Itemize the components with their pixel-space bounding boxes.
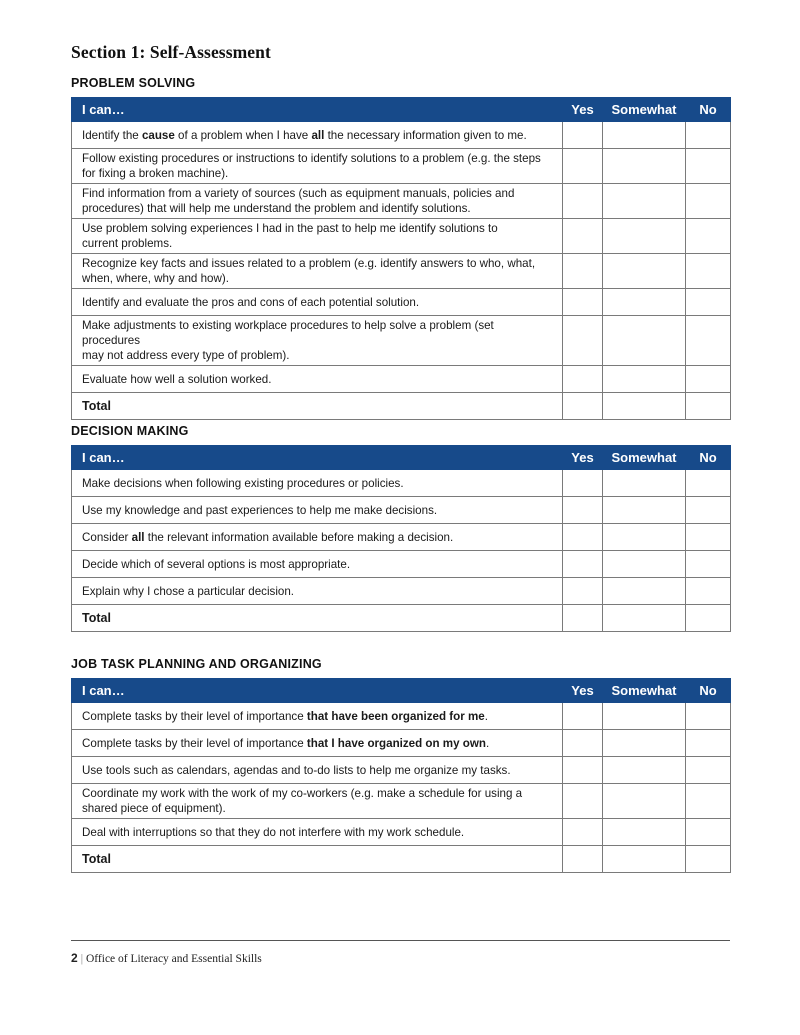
row-text-line: current problems. xyxy=(82,237,173,250)
somewhat-checkbox-cell[interactable] xyxy=(603,470,686,497)
row-text-line: procedures) that will help me understand the problem and identify solutions. xyxy=(82,202,471,215)
somewhat-checkbox-cell[interactable] xyxy=(603,289,686,316)
header-somewhat: Somewhat xyxy=(603,98,686,122)
no-checkbox-cell[interactable] xyxy=(686,470,731,497)
total-label: Total xyxy=(72,846,563,873)
row-text-part: Consider xyxy=(82,530,132,544)
no-checkbox-cell[interactable] xyxy=(686,366,731,393)
page-number: 2 xyxy=(71,951,78,965)
problem-solving-section xyxy=(71,76,730,420)
row-text xyxy=(72,122,563,149)
footer-divider xyxy=(71,940,730,941)
table-row xyxy=(72,316,731,366)
yes-checkbox-cell[interactable] xyxy=(563,184,603,219)
no-checkbox-cell[interactable] xyxy=(686,551,731,578)
row-text: Decide which of several options is most appropriate. xyxy=(72,551,563,578)
table-row xyxy=(72,289,731,316)
somewhat-checkbox-cell[interactable] xyxy=(603,757,686,784)
header-yes: Yes xyxy=(563,679,603,703)
no-checkbox-cell[interactable] xyxy=(686,122,731,149)
somewhat-checkbox-cell[interactable] xyxy=(603,524,686,551)
no-checkbox-cell[interactable] xyxy=(686,784,731,819)
row-text: Use my knowledge and past experiences to help me make decisions. xyxy=(72,497,563,524)
table-row xyxy=(72,578,731,605)
yes-checkbox-cell[interactable] xyxy=(563,470,603,497)
yes-checkbox-cell[interactable] xyxy=(563,730,603,757)
header-no: No xyxy=(686,98,731,122)
yes-checkbox-cell[interactable] xyxy=(563,289,603,316)
no-total-cell[interactable] xyxy=(686,605,731,632)
row-text xyxy=(72,184,563,219)
table-row xyxy=(72,184,731,219)
job-task-planning-section xyxy=(71,657,730,873)
row-text-line: Use problem solving experiences I had in the past to help me identify solutions to xyxy=(82,222,498,235)
footer-organization: Office of Literacy and Essential Skills xyxy=(86,953,262,965)
table-row xyxy=(72,819,731,846)
yes-checkbox-cell[interactable] xyxy=(563,757,603,784)
yes-checkbox-cell[interactable] xyxy=(563,122,603,149)
no-checkbox-cell[interactable] xyxy=(686,254,731,289)
no-checkbox-cell[interactable] xyxy=(686,578,731,605)
job-task-planning-table xyxy=(71,678,731,873)
row-text-line: for fixing a broken machine). xyxy=(82,167,229,180)
row-text-part: the necessary information given to me. xyxy=(324,128,527,142)
header-no: No xyxy=(686,679,731,703)
no-checkbox-cell[interactable] xyxy=(686,524,731,551)
header-yes: Yes xyxy=(563,446,603,470)
row-text xyxy=(72,703,563,730)
header-ican: I can… xyxy=(72,679,563,703)
row-text xyxy=(72,149,563,184)
row-text xyxy=(72,254,563,289)
row-text-bold: that have been organized for me xyxy=(306,709,485,723)
header-ican: I can… xyxy=(72,446,563,470)
yes-checkbox-cell[interactable] xyxy=(563,149,603,184)
table-row xyxy=(72,366,731,393)
no-checkbox-cell[interactable] xyxy=(686,819,731,846)
table-row xyxy=(72,497,731,524)
table-row xyxy=(72,524,731,551)
yes-checkbox-cell[interactable] xyxy=(563,316,603,366)
header-ican: I can… xyxy=(72,98,563,122)
no-checkbox-cell[interactable] xyxy=(686,703,731,730)
row-text-line: shared piece of equipment). xyxy=(82,802,226,815)
somewhat-checkbox-cell[interactable] xyxy=(603,122,686,149)
row-text: Use tools such as calendars, agendas and to-do lists to help me organize my tasks. xyxy=(72,757,563,784)
yes-checkbox-cell[interactable] xyxy=(563,819,603,846)
section-title: Section 1: Self-Assessment xyxy=(71,42,271,62)
row-text-part: of a problem when I have xyxy=(174,128,312,142)
table-row xyxy=(72,470,731,497)
row-text xyxy=(72,730,563,757)
somewhat-total-cell[interactable] xyxy=(603,846,686,873)
table-row xyxy=(72,757,731,784)
no-checkbox-cell[interactable] xyxy=(686,730,731,757)
row-text xyxy=(72,784,563,819)
table-row xyxy=(72,551,731,578)
row-text-line: Make adjustments to existing workplace procedures to help solve a problem (set procedures xyxy=(82,319,494,347)
yes-checkbox-cell[interactable] xyxy=(563,497,603,524)
somewhat-checkbox-cell[interactable] xyxy=(603,497,686,524)
yes-checkbox-cell[interactable] xyxy=(563,366,603,393)
total-label: Total xyxy=(72,393,563,420)
somewhat-checkbox-cell[interactable] xyxy=(603,219,686,254)
row-text: Identify and evaluate the pros and cons of each potential solution. xyxy=(72,289,563,316)
no-checkbox-cell[interactable] xyxy=(686,316,731,366)
somewhat-checkbox-cell[interactable] xyxy=(603,366,686,393)
row-text: Deal with interruptions so that they do not interfere with my work schedule. xyxy=(72,819,563,846)
row-text-line: Find information from a variety of sources (such as equipment manuals, policies and xyxy=(82,187,515,200)
row-text-part: the relevant information available before making a decision. xyxy=(144,530,454,544)
header-somewhat: Somewhat xyxy=(603,446,686,470)
row-text-part: . xyxy=(484,709,488,723)
yes-total-cell[interactable] xyxy=(563,605,603,632)
row-text-line: may not address every type of problem). xyxy=(82,349,290,362)
decision-making-section xyxy=(71,424,730,632)
table-row xyxy=(72,703,731,730)
header-somewhat: Somewhat xyxy=(603,679,686,703)
no-total-cell[interactable] xyxy=(686,846,731,873)
problem-solving-heading: PROBLEM SOLVING xyxy=(71,76,196,90)
row-text-bold: all xyxy=(131,530,145,544)
row-text xyxy=(72,524,563,551)
row-text-line: when, where, why and how). xyxy=(82,272,229,285)
decision-making-heading: DECISION MAKING xyxy=(71,424,189,438)
somewhat-checkbox-cell[interactable] xyxy=(603,730,686,757)
somewhat-checkbox-cell[interactable] xyxy=(603,149,686,184)
somewhat-checkbox-cell[interactable] xyxy=(603,784,686,819)
somewhat-checkbox-cell[interactable] xyxy=(603,316,686,366)
row-text-line: Recognize key facts and issues related to a problem (e.g. identify answers to who, what, xyxy=(82,257,536,270)
header-yes: Yes xyxy=(563,98,603,122)
somewhat-total-cell[interactable] xyxy=(603,605,686,632)
somewhat-checkbox-cell[interactable] xyxy=(603,703,686,730)
total-row xyxy=(72,605,731,632)
no-checkbox-cell[interactable] xyxy=(686,289,731,316)
somewhat-checkbox-cell[interactable] xyxy=(603,819,686,846)
somewhat-total-cell[interactable] xyxy=(603,393,686,420)
somewhat-checkbox-cell[interactable] xyxy=(603,578,686,605)
footer-separator: | xyxy=(80,953,83,965)
table-row xyxy=(72,730,731,757)
row-text-bold: cause xyxy=(141,128,175,142)
row-text-part: Complete tasks by their level of importance xyxy=(82,736,307,750)
somewhat-checkbox-cell[interactable] xyxy=(603,184,686,219)
row-text-line: Coordinate my work with the work of my co-workers (e.g. make a schedule for using a xyxy=(82,787,523,800)
no-checkbox-cell[interactable] xyxy=(686,219,731,254)
row-text-part: . xyxy=(485,736,490,750)
table-row xyxy=(72,254,731,289)
table-header-row xyxy=(72,679,731,703)
row-text: Explain why I chose a particular decision. xyxy=(72,578,563,605)
row-text-bold: all xyxy=(311,128,325,142)
total-row xyxy=(72,393,731,420)
yes-total-cell[interactable] xyxy=(563,846,603,873)
yes-checkbox-cell[interactable] xyxy=(563,254,603,289)
row-text-part: Complete tasks by their level of importance xyxy=(82,709,307,723)
somewhat-checkbox-cell[interactable] xyxy=(603,254,686,289)
table-row xyxy=(72,149,731,184)
yes-checkbox-cell[interactable] xyxy=(563,784,603,819)
job-task-planning-heading: JOB TASK PLANNING AND ORGANIZING xyxy=(71,657,322,671)
yes-total-cell[interactable] xyxy=(563,393,603,420)
table-header-row xyxy=(72,98,731,122)
yes-checkbox-cell[interactable] xyxy=(563,551,603,578)
row-text xyxy=(72,219,563,254)
header-no: No xyxy=(686,446,731,470)
total-label: Total xyxy=(72,605,563,632)
no-total-cell[interactable] xyxy=(686,393,731,420)
somewhat-checkbox-cell[interactable] xyxy=(603,551,686,578)
no-checkbox-cell[interactable] xyxy=(686,184,731,219)
yes-checkbox-cell[interactable] xyxy=(563,703,603,730)
table-header-row xyxy=(72,446,731,470)
no-checkbox-cell[interactable] xyxy=(686,149,731,184)
problem-solving-table xyxy=(71,97,731,420)
row-text xyxy=(72,316,563,366)
page-footer xyxy=(71,951,262,965)
total-row xyxy=(72,846,731,873)
row-text: Make decisions when following existing procedures or policies. xyxy=(72,470,563,497)
table-row xyxy=(72,784,731,819)
table-row xyxy=(72,219,731,254)
no-checkbox-cell[interactable] xyxy=(686,757,731,784)
row-text-line: Follow existing procedures or instructions to identify solutions to a problem (e.g. the steps xyxy=(82,152,541,165)
yes-checkbox-cell[interactable] xyxy=(563,578,603,605)
yes-checkbox-cell[interactable] xyxy=(563,219,603,254)
yes-checkbox-cell[interactable] xyxy=(563,524,603,551)
no-checkbox-cell[interactable] xyxy=(686,497,731,524)
row-text-bold: that I have organized on my own xyxy=(306,736,486,750)
row-text: Evaluate how well a solution worked. xyxy=(72,366,563,393)
row-text-part: Identify the xyxy=(82,128,142,142)
table-row xyxy=(72,122,731,149)
decision-making-table xyxy=(71,445,731,632)
